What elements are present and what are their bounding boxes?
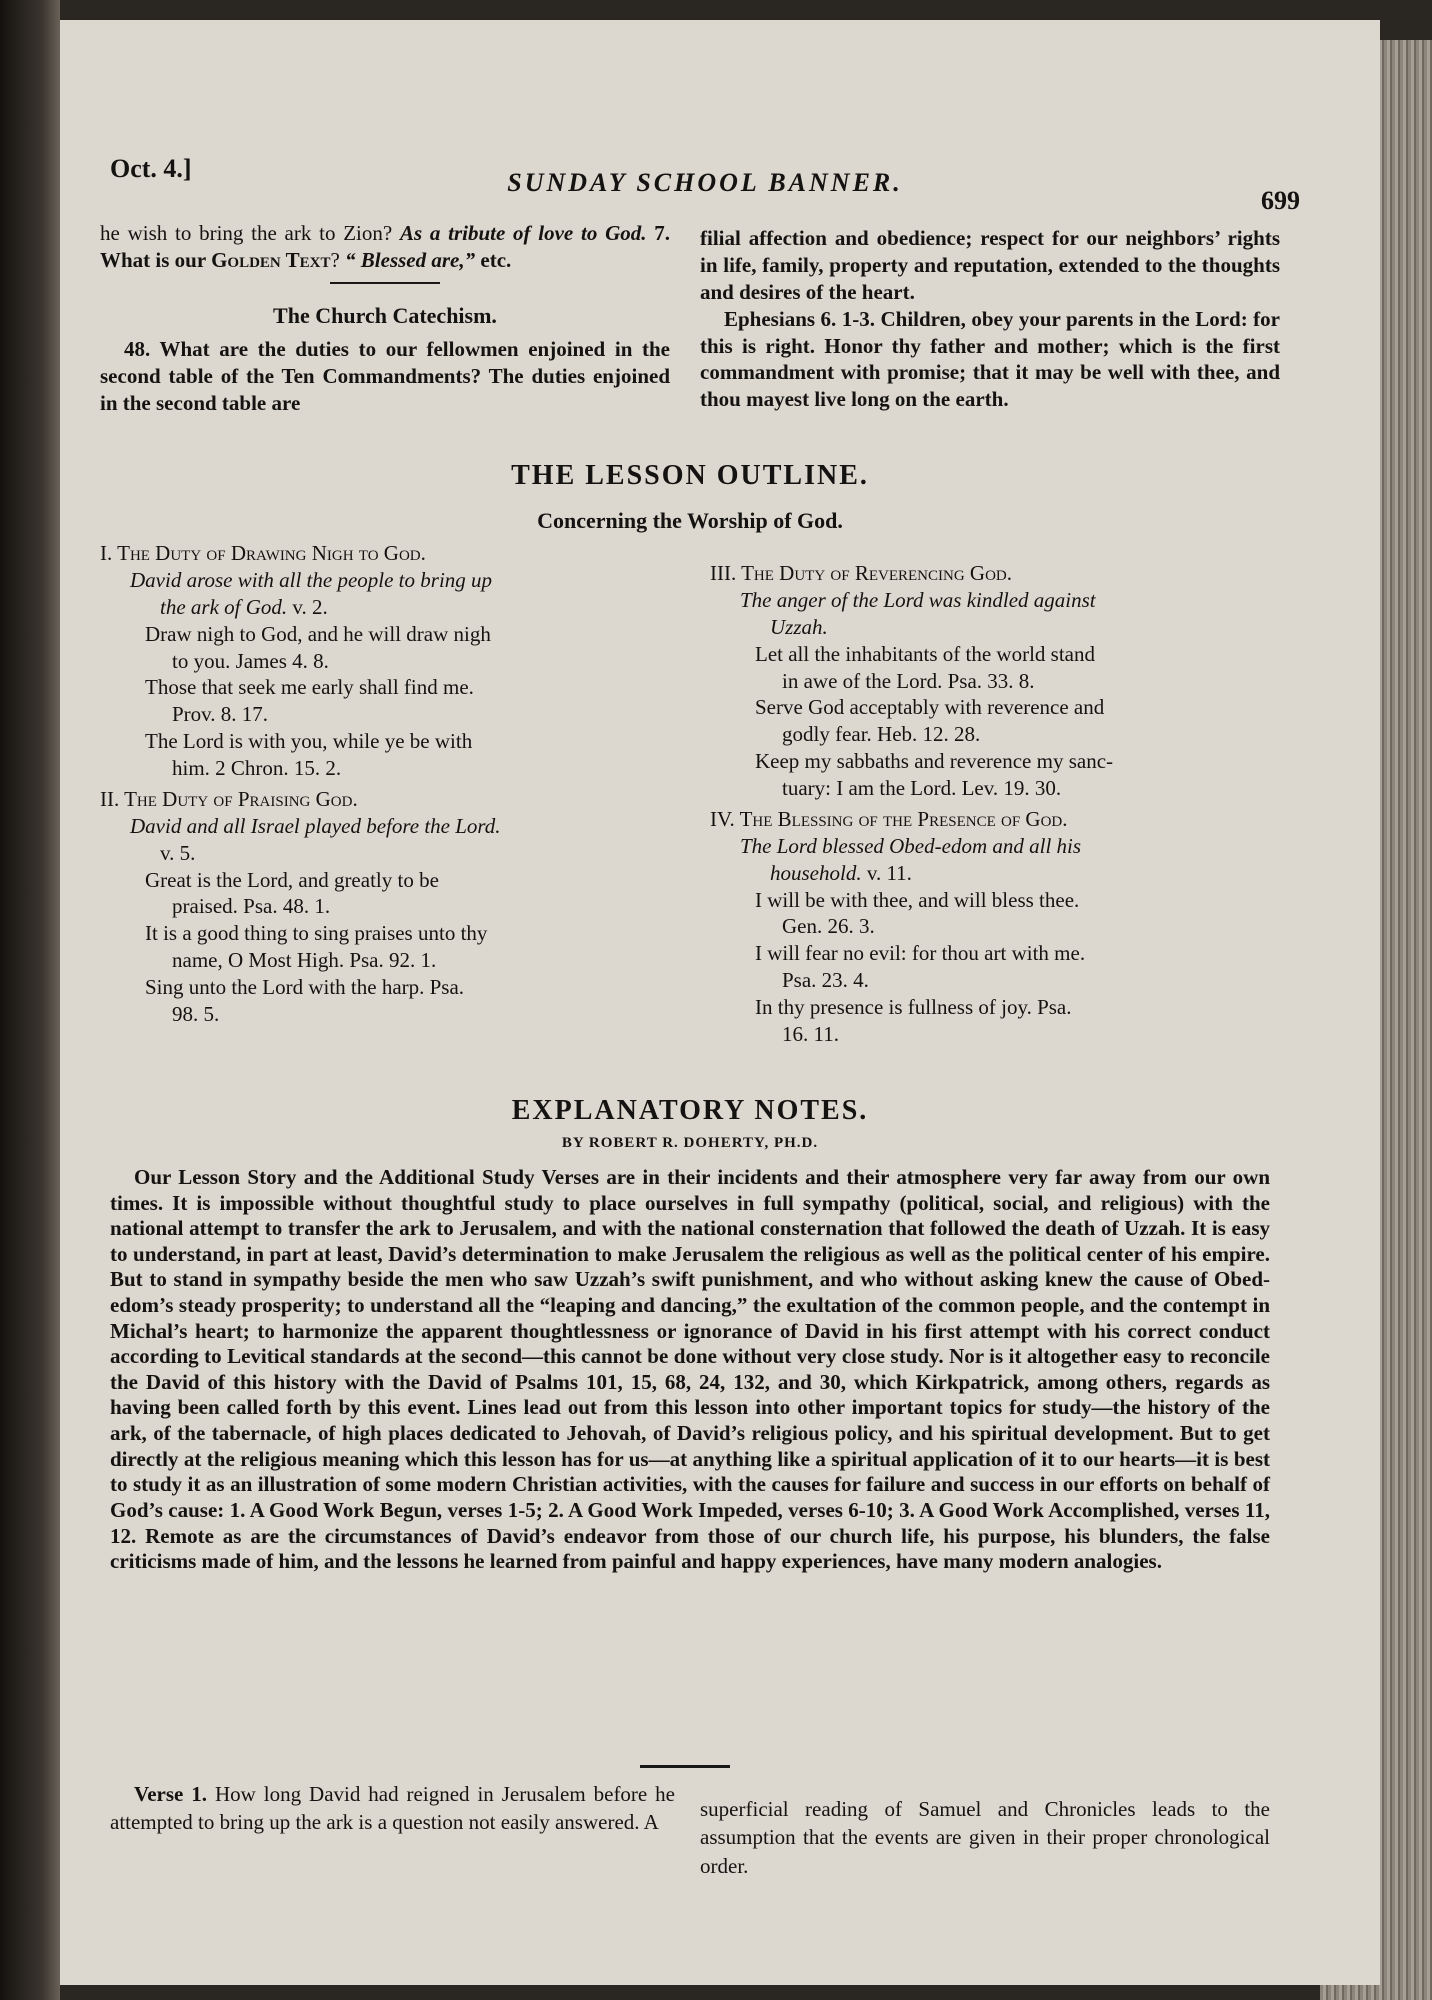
text-line: I will be with thee, and will bless thee.	[755, 887, 1080, 912]
notes-body: Our Lesson Story and the Additional Study Verses are in their incidents and their atmosphere very far away from our own times. It is impossible without thoughtful study to place ourselves in full sympathy (political, social, and religious) with the national attempt to transfer the ark to Jerusalem, and with the national consternation that followed the death of Uzzah. It is easy to understand, in part at least, David’s determination to make Jerusalem the religious as well as the political center of his empire. But to stand in sympathy beside the men who saw Uzzah’s swift punishment, and who without asking knew the cause of Obed-edom’s steady prosperity; to understand all the “leaping and dancing,” the exultation of the common people, and the contempt in Michal’s heart; to harmonize the apparent thoughtlessness or ignorance of David in his first attempt with his correct conduct according to Levitical standards at the second—this cannot be done without very close study. Nor is it altogether easy to reconcile the David of this history with the David of Psalms 101, 15, 68, 24, 132, and 30, which Kirkpatrick, among others, regards as having been called forth by this event. Lines lead out from this lesson into other important topics for study—the history of the ark, of the tabernacle, of high places dedicated to Jehovah, of David’s religious policy, and his spiritual development. But to get directly at the religious meaning which this lesson has for us—at anything like a spiritual application of it to our hearts—it is best to study it as an illustration of some modern Christian activities, with the causes for failure and success in our efforts on behalf of God’s cause: 1. A Good Work Begun, verses 1-5; 2. A Good Work Impeded, verses 6-10; 3. A Good Work Accomplished, verses 11, 12. Remote as are the circumstances of David’s endeavor from those of our church life, his purpose, his blunders, the false criticisms made of him, and the lessons he learned from painful and happy experiences, have many modern analogies.	[110, 1165, 1270, 1574]
text: the ark of God.	[160, 594, 288, 619]
text-line: Great is the Lord, and greatly to be	[145, 867, 439, 892]
verse-label: Verse 1.	[134, 1782, 208, 1806]
golden-text-label: Golden Text	[211, 247, 331, 272]
text: v. 2.	[287, 594, 328, 619]
catechism-question	[100, 336, 670, 417]
verse-right-column	[700, 1795, 1270, 1880]
text-line: David and all Israel played before the Lord.	[130, 813, 501, 838]
text-line: 98. 5.	[172, 1001, 220, 1026]
outline-right-column	[710, 560, 1290, 1048]
italic-text: As a tribute of love to God.	[399, 221, 647, 245]
text-line: 16. 11.	[782, 1021, 839, 1046]
notes-title: EXPLANATORY NOTES.	[511, 1095, 869, 1126]
text-line: v. 5.	[160, 840, 196, 865]
text-line: Prov. 8. 17.	[172, 702, 269, 727]
text-line: Keep my sabbaths and reverence my sanc-	[755, 749, 1114, 774]
text-line: Draw nigh to God, and he will draw nigh	[145, 621, 491, 646]
text-line: I will fear no evil: for thou art with me.	[755, 941, 1086, 966]
top-left-column	[100, 220, 670, 417]
text-line: Let all the inhabitants of the world stand	[755, 641, 1095, 666]
text-line	[160, 594, 670, 621]
text: household.	[770, 860, 862, 885]
divider	[640, 1765, 730, 1768]
text-line: Sing unto the Lord with the harp. Psa.	[145, 975, 465, 999]
section-heading: III. The Duty of Reverencing God.	[710, 561, 1013, 585]
text-line: to you. James 4. 8.	[172, 648, 329, 673]
text-line: tuary: I am the Lord. Lev. 19. 30.	[782, 776, 1062, 800]
text-line: The anger of the Lord was kindled against	[740, 587, 1096, 612]
question-number: 48.	[124, 336, 151, 361]
section-heading: II. The Duty of Praising God.	[100, 786, 358, 811]
text-line: in awe of the Lord. Psa. 33. 8.	[782, 668, 1035, 693]
top-right-column	[700, 225, 1280, 413]
text-line: godly fear. Heb. 12. 28.	[782, 722, 981, 747]
scripture-paragraph: Ephesians 6. 1-3. Children, obey your parents in the Lord: for this is right. Honor thy father and mother; which is the first commandment with promise; that it may be well with thee, and thou mayest live long on the earth.	[700, 306, 1280, 412]
text-line: Serve God acceptably with reverence and	[755, 695, 1105, 720]
italic-text: “ Blessed are,”	[345, 247, 476, 272]
divider	[330, 282, 440, 284]
text: ?	[330, 247, 346, 272]
outline-subtitle: Concerning the Worship of God.	[537, 508, 843, 533]
text-line: In thy presence is fullness of joy. Psa.	[755, 995, 1072, 1019]
page	[60, 20, 1380, 1985]
answer-paragraph: filial affection and obedience; respect for our neighbors’ rights in life, family, property and reputation, extended to the thoughts and desires of the heart.	[700, 226, 1280, 304]
text-line: praised. Psa. 48. 1.	[172, 894, 331, 919]
text: v. 11.	[861, 860, 912, 885]
header-title: SUNDAY SCHOOL BANNER.	[507, 168, 903, 197]
text-line: The Lord blessed Obed-edom and all his	[740, 833, 1082, 858]
text: etc.	[475, 247, 512, 272]
text-line: The Lord is with you, while ye be with	[145, 729, 473, 754]
book-binding	[0, 0, 60, 2000]
page-number: 699	[1261, 186, 1300, 215]
text-line: David arose with all the people to bring up	[130, 567, 493, 592]
text: he wish to bring the ark to Zion?	[100, 221, 400, 245]
text-line: It is a good thing to sing praises unto thy	[145, 921, 488, 946]
header-date: Oct. 4.]	[110, 154, 192, 183]
text-line	[770, 860, 1290, 887]
catechism-title: The Church Catechism.	[273, 302, 497, 328]
text-line: name, O Most High. Psa. 92. 1.	[172, 948, 437, 973]
verse-left-column	[110, 1780, 675, 1837]
question-text: What are the duties to our fellowmen enjoined in the second table of the Ten Commandments? The duties enjoined in the second table are	[100, 336, 670, 415]
section-heading: I. The Duty of Drawing Nigh to God.	[100, 541, 426, 565]
intro-paragraph	[100, 220, 670, 274]
section-heading: IV. The Blessing of the Presence of God.	[710, 806, 1068, 831]
page-header	[110, 124, 1300, 215]
text-line: Gen. 26. 3.	[782, 914, 875, 939]
text-line: him. 2 Chron. 15. 2.	[172, 756, 342, 780]
text-line: Psa. 23. 4.	[782, 968, 869, 993]
text-line: Those that seek me early shall find me.	[145, 675, 474, 700]
text-line: Uzzah.	[770, 614, 828, 639]
text: 7. What is our	[100, 221, 670, 272]
outline-left-column	[100, 540, 670, 1028]
notes-byline: BY ROBERT R. DOHERTY, PH.D.	[561, 1135, 819, 1151]
outline-title: THE LESSON OUTLINE.	[511, 460, 869, 491]
verse-text: superficial reading of Samuel and Chronicles leads to the assumption that the events are given in their proper chronological order.	[700, 1797, 1270, 1878]
verse-text: How long David had reigned in Jerusalem before he attempted to bring up the ark is a question not easily answered. A	[110, 1782, 676, 1835]
